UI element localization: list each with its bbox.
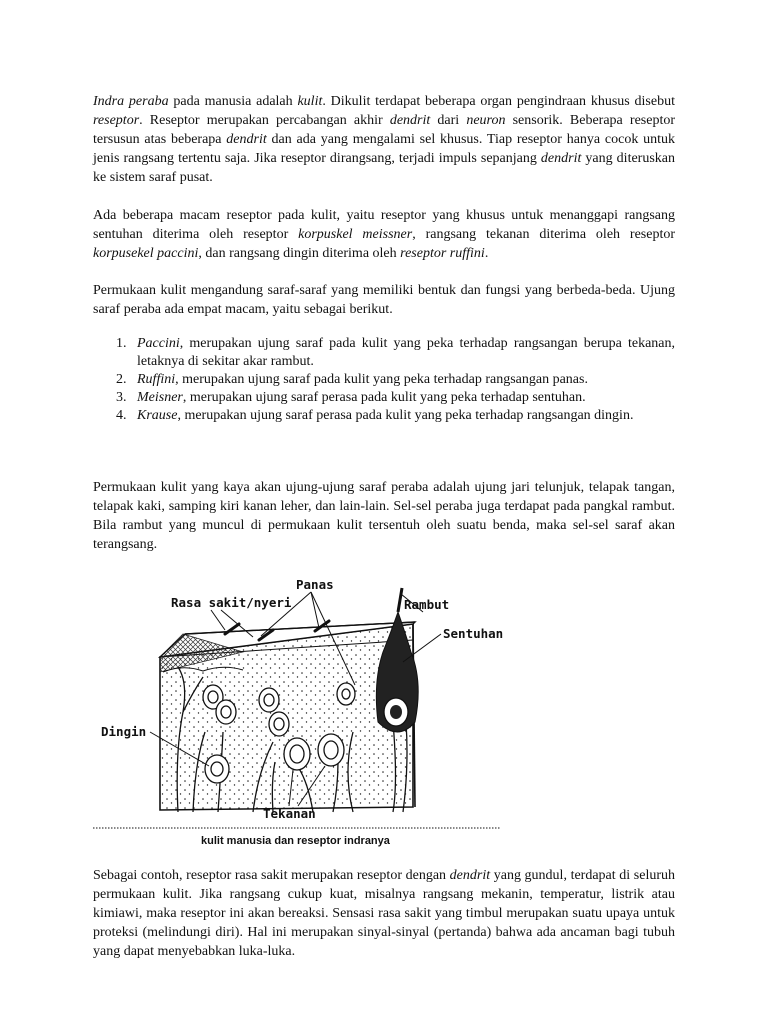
label-rasa-sakit: Rasa sakit/nyeri [171, 595, 292, 610]
label-sentuhan: Sentuhan [443, 626, 504, 641]
skin-receptor-figure [93, 572, 513, 852]
paragraph-permukaan-kulit: Permukaan kulit yang kaya akan ujung-ujung saraf peraba adalah ujung jari telunjuk, telapak tangan, telapak kaki, samping kiri kanan leher, dan lain-lain. Sel-sel peraba juga terdapat pada pangkal rambut. Bila rambut yang muncul di permukaan kulit tersentuh oleh suatu benda, maka sel-sel saraf akan terangsang. [93, 480, 675, 552]
list-item: 1. Paccini, merupakan ujung saraf pada kulit yang peka terhadap rangsangan berupa tekanan, letaknya di sekitar akar rambut. [116, 336, 675, 369]
paragraph-rasa-sakit: Sebagai contoh, reseptor rasa sakit merupakan reseptor dengan dendrit yang gundul, terdapat di seluruh permukaan kulit. Jika rangsang cukup kuat, misalnya rangsang mekanin, temperatur, listrik atau kimiawi, maka reseptor ini akan bereaksi. Sensasi rasa sakit yang timbul merupakan suatu upaya untuk proteksi (melindungi diri). Hal ini merupakan sinyal-sinyal (pertanda) bahwa ada ancaman bagi tubuh yang dapat menyebabkan luka-luka. [93, 868, 675, 959]
nerve-ending-list [93, 335, 675, 425]
document-page [93, 92, 675, 554]
list-item: 3. Meisner, merupakan ujung saraf perasa pada kulit yang peka terhadap sentuhan. [116, 390, 586, 405]
figure-caption: kulit manusia dan reseptor indranya [201, 835, 390, 847]
list-item: 4. Krause, merupakan ujung saraf perasa pada kulit yang peka terhadap rangsangan dingin. [116, 408, 634, 423]
skin-diagram [93, 572, 513, 852]
label-tekanan: Tekanan [263, 806, 316, 821]
list-item: 2. Ruffini, merupakan ujung saraf pada kulit yang peka terhadap rangsangan panas. [116, 372, 588, 387]
skin-block [160, 622, 415, 810]
label-panas: Panas [296, 577, 334, 592]
label-dingin: Dingin [101, 724, 147, 739]
label-rambut: Rambut [404, 597, 450, 612]
paragraph-reseptor-types: Ada beberapa macam reseptor pada kulit, yaitu reseptor yang khusus untuk menanggapi rangsang sentuhan diterima oleh reseptor korpuskel meissner, rangsang tekanan diterima oleh reseptor korpusekel paccini, dan rangsang dingin diterima oleh reseptor ruffini. [93, 208, 675, 261]
paragraph-saraf-intro: Permukaan kulit mengandung saraf-saraf yang memiliki bentuk dan fungsi yang berbeda-beda. Ujung saraf peraba ada empat macam, yaitu sebagai berikut. [93, 283, 675, 317]
paragraph-indra-peraba: Indra peraba pada manusia adalah kulit. Dikulit terdapat beberapa organ pengindraan khusus disebut reseptor. Reseptor merupakan percabangan akhir dendrit dari neuron sensorik. Beberapa reseptor tersusun atas beberapa dendrit dan ada yang mengalami sel khusus. Tiap reseptor hanya cocok untuk jenis rangsang tertentu saja. Jika reseptor dirangsang, terjadi impuls sepanjang dendrit yang diteruskan ke sistem saraf pusat. [93, 94, 676, 185]
